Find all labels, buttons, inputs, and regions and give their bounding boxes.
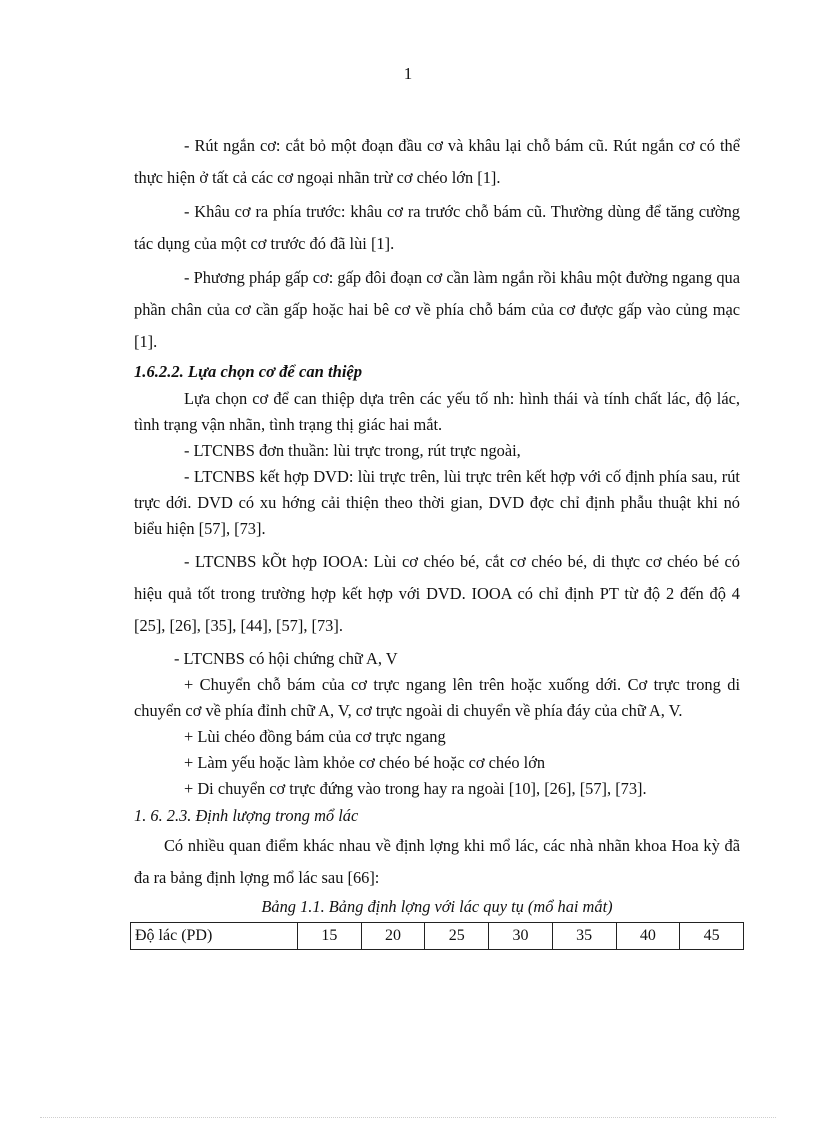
list-item-di-chuyen: + Di chuyển cơ trực đứng vào trong hay ra ngoài [10], [26], [57], [73]. — [184, 779, 647, 798]
table-cell: 40 — [616, 923, 680, 950]
list-item-lam-yeu: + Làm yếu hoặc làm khỏe cơ chéo bé hoặc cơ chéo lớn — [184, 753, 546, 772]
page-bottom-divider — [40, 1117, 776, 1118]
paragraph-rut-ngan-co: - Rút ngắn cơ: cắt bỏ một đoạn đầu cơ và khâu lại chỗ bám cũ. Rút ngắn cơ có thể thực hiện ở tất cả các cơ ngoại nhãn trừ cơ chéo lớn [1]. — [134, 136, 740, 187]
paragraph-khau-co: - Khâu cơ ra phía trước: khâu cơ ra trước chỗ bám cũ. Thường dùng để tăng cường tác dụng của một cơ trước đó đã lùi [1]. — [134, 202, 740, 253]
table-cell: 20 — [361, 923, 425, 950]
table-caption: Bảng 1.1. Bảng định lợng với lác quy tụ (mổ hai mắt) — [261, 897, 613, 916]
paragraph-lua-chon: Lựa chọn cơ để can thiệp dựa trên các yếu tố nh: hình thái và tính chất lác, độ lác, tình trạng vận nhãn, tình trạng thị giác hai mắt. — [134, 389, 740, 434]
list-item-chuyen-cho-bam: + Chuyển chỗ bám của cơ trực ngang lên trên hoặc xuống dới. Cơ trực trong di chuyển cơ về phía đỉnh chữ A, V, cơ trực ngoài di chuyển về phía đáy của chữ A, V. — [134, 675, 740, 720]
document-body — [134, 130, 740, 950]
table-row-label: Độ lác (PD) — [131, 923, 298, 950]
dosage-table — [130, 922, 744, 950]
table-cell: 15 — [298, 923, 362, 950]
paragraph-dinh-luong: Có nhiều quan điểm khác nhau về định lợng khi mổ lác, các nhà nhãn khoa Hoa kỳ đã đa ra bảng định lợng mổ lác sau [66]: — [134, 836, 740, 887]
list-item-don-thuan: - LTCNBS đơn thuần: lùi trực trong, rút trực ngoài, — [184, 441, 521, 460]
paragraph-gap-co: - Phương pháp gấp cơ: gấp đôi đoạn cơ cần làm ngắn rồi khâu một đường ngang qua phần chân của cơ cần gấp hoặc hai bê cơ về phía chỗ bám của cơ được gấp vào củng mạc [1]. — [134, 268, 740, 351]
table-cell: 35 — [552, 923, 616, 950]
table-cell: 30 — [489, 923, 553, 950]
table-row — [131, 923, 744, 950]
table-cell: 25 — [425, 923, 489, 950]
list-item-ket-hop-iooa: - LTCNBS kÕt hợp IOOA: Lùi cơ chéo bé, cắt cơ chéo bé, di thực cơ chéo bé có hiệu quả tốt trong trường hợp kết hợp với DVD. IOOA có chỉ định PT từ độ 2 đến độ 4 [25], [26], [35], [44], [57], [73]. — [134, 552, 740, 635]
table-cell: 45 — [680, 923, 744, 950]
heading-dinh-luong: 1. 6. 2.3. Định lượng trong mổ lác — [134, 806, 359, 825]
heading-lua-chon-co: 1.6.2.2. Lựa chọn cơ để can thiệp — [134, 362, 363, 381]
list-item-ket-hop-dvd: - LTCNBS kết hợp DVD: lùi trực trên, lùi trực trên kết hợp với cố định phía sau, rút trực dới. DVD có xu hớng cải thiện theo thời gian, DVD đợc chỉ định phẫu thuật khi nó biểu hiện [57], [73]. — [134, 467, 740, 538]
list-item-hoi-chung-av: - LTCNBS có hội chứng chữ A, V — [174, 649, 398, 668]
page-number: 1 — [403, 64, 413, 83]
list-item-lui-cheo: + Lùi chéo đồng bám của cơ trực ngang — [184, 727, 446, 746]
